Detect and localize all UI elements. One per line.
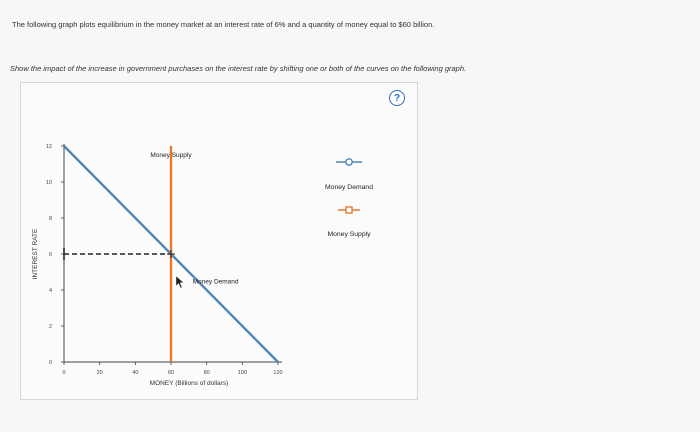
x-tick-label: 100	[237, 370, 247, 376]
question-circle-icon: ?	[393, 92, 401, 104]
y-tick-label: 12	[45, 144, 52, 150]
y-tick-label: 4	[48, 288, 52, 294]
y-tick-label: 0	[48, 360, 52, 366]
money-supply-curve-label: Money Supply	[150, 152, 192, 159]
x-tick-label: 20	[96, 370, 103, 376]
y-tick-label: 6	[48, 252, 52, 258]
chart-legend[interactable]	[325, 159, 373, 238]
x-tick-label: 60	[167, 370, 175, 376]
mouse-cursor-icon	[176, 276, 184, 288]
chart-axes	[64, 144, 282, 362]
x-tick-label: 120	[273, 370, 283, 376]
circle-marker-icon[interactable]	[346, 159, 352, 165]
money-demand-curve-label: Money Demand	[192, 278, 239, 286]
y-tick-label: 8	[48, 216, 52, 222]
chart-labels	[32, 152, 239, 387]
intro-text: The following graph plots equilibrium in the money market at an interest rate of 6% and a quantity of money equal to $60 billion.	[12, 20, 435, 29]
x-tick-label: 40	[132, 370, 139, 376]
square-marker-icon[interactable]	[346, 207, 352, 213]
legend-demand-label: Money Demand	[325, 184, 373, 191]
chart-ticks	[46, 144, 283, 376]
y-tick-label: 2	[48, 324, 52, 330]
x-tick-label: 0	[62, 370, 66, 376]
chart-series[interactable]	[64, 146, 278, 362]
y-tick-label: 10	[45, 180, 52, 186]
y-axis-title: INTEREST RATE	[32, 228, 39, 280]
task-instructions: Show the impact of the increase in government purchases on the interest rate by shifting one or both of the curves on the following graph.	[10, 64, 467, 73]
legend-supply-label: Money Supply	[327, 231, 371, 238]
x-tick-label: 80	[203, 370, 210, 376]
x-axis-title: MONEY (Billions of dollars)	[149, 380, 229, 387]
